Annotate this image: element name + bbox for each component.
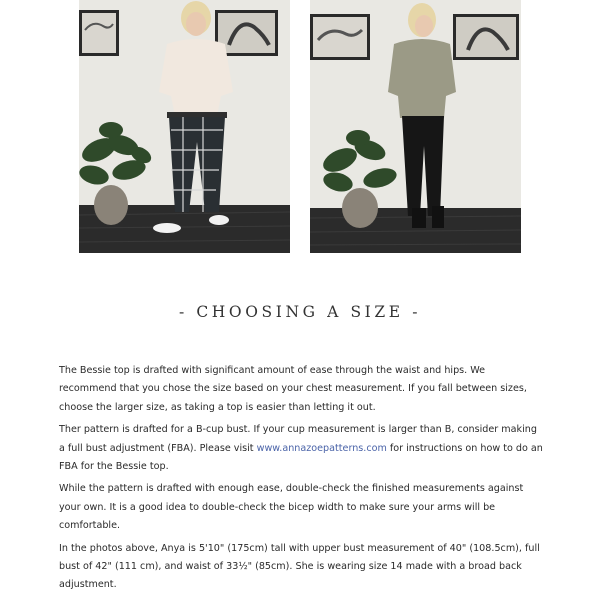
paragraph-bust-text: Ther pattern is drafted for a B-cup bust. If your cup measurement is larger than B, consider making a full bust adjustment (FBA). Please visit — [59, 424, 537, 454]
paragraph-ease: The Bessie top is drafted with significant amount of ease through the waist and hips. We recommend that you chose the size based on your chest measurement. If you fall between sizes, choose the larger size, as taking a top is easier than letting it out. — [59, 365, 527, 413]
body-text — [59, 362, 545, 599]
paragraph-bust-text-end: for instructions on how to do an FBA for the Bessie top. — [59, 442, 543, 473]
paragraph-model: In the photos above, Anya is 5'10" (175cm) tall with upper bust measurement of 40" (108.5cm), full bust of 42" (111 cm), and waist of 33½" (85cm). She is wearing size 14 made with a broad back adjustment. — [59, 542, 540, 591]
website-link[interactable]: www.annazoepatterns.com — [256, 442, 387, 454]
paragraph-measurements: While the pattern is drafted with enough ease, double-check the finished measurements against your own. It is a good idea to double-check the bicep width to make sure your arms will be comfortable. — [59, 483, 524, 532]
model-photo-plaid-pants — [79, 0, 290, 253]
model-photo-khaki-shirt — [310, 0, 521, 253]
photo-left — [79, 0, 290, 253]
photo-right — [310, 0, 521, 253]
paragraph-bust — [59, 421, 545, 476]
plant-pot — [94, 185, 128, 225]
section-heading: - CHOOSING A SIZE - — [178, 303, 422, 321]
plant-pot — [342, 188, 378, 228]
